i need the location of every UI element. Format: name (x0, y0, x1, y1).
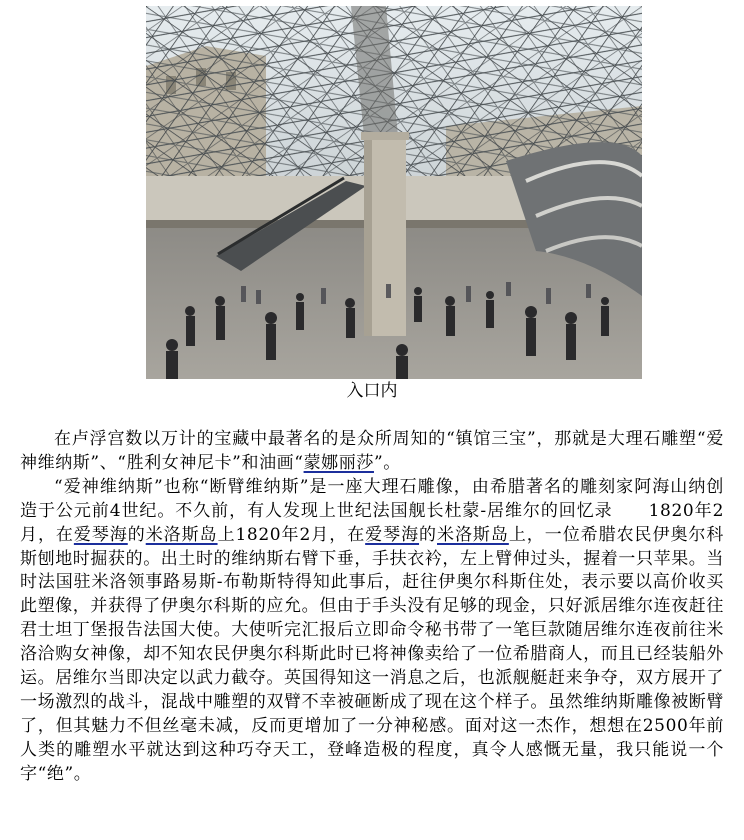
text: “爱神维纳斯”也称“断臂维纳斯”是一座大理石雕像，由希腊著名的雕刻家阿海山纳创造于公元前4世纪。不久前，有人发现上世纪法国舰长杜蒙-居维尔的回忆录 (20, 476, 724, 521)
text: 上1820年2月，在 (217, 524, 366, 545)
paragraph-three-treasures (20, 428, 724, 476)
text: 在卢浮宫数以万计的宝藏中最著名的是众所周知的“镇馆三宝”，那就是大理石雕塑“爱神维纳斯”、“胜利女神尼卡”和油画“ (20, 429, 724, 473)
link-mona-lisa[interactable]: 蒙娜丽莎 (303, 452, 374, 473)
article-body (20, 428, 724, 787)
text: 的 (127, 524, 146, 545)
photo-illustration (146, 6, 642, 379)
photo-caption: 入口内 (346, 381, 398, 401)
link-milos-island-2[interactable]: 米洛斯岛 (437, 524, 509, 545)
louvre-entrance-photo (146, 6, 642, 379)
text: 的 (419, 524, 437, 545)
text: 1820年2月，在 (20, 500, 724, 545)
link-aegean-sea-2[interactable]: 爱琴海 (365, 524, 420, 545)
text: ”。 (373, 452, 401, 473)
link-milos-island[interactable]: 米洛斯岛 (145, 524, 218, 545)
text: 上，一位希腊农民伊奥尔科斯刨地时掘获的。出土时的维纳斯右臂下垂，手扶衣衿，左上臂伸过头，握着一只苹果。当时法国驻米洛领事路易斯-布勒斯特得知此事后，赶往伊奥尔科斯住处，表示要以高价收买此塑像，并获得了伊奥尔科斯的应允。但由于手头没有足够的现金，只好派居维尔连夜赶往君士坦丁堡报告法国大使。大使听完汇报后立即命令秘书带了一笔巨款随居维尔连夜前往米洛洽购女神像，却不知农民伊奥尔科斯此时已将神像卖给了一位希腊商人，而且已经装船外运。居维尔当即决定以武力截夺。英国得知这一消息之后，也派舰艇赶来争夺，双方展开了一场激烈的战斗，混战中雕塑的双臂不幸被砸断成了现在这个样子。虽然维纳斯雕像被断臂了，但其魅力不但丝毫未减，反而更增加了一分神秘感。面对这一杰作，想想在2500年前人类的雕塑水平就达到这种巧夺天工，登峰造极的程度，真令人感慨无量，我只能说一个字“绝”。 (20, 524, 724, 784)
link-aegean-sea[interactable]: 爱琴海 (73, 524, 128, 545)
paragraph-venus-de-milo (20, 476, 724, 787)
